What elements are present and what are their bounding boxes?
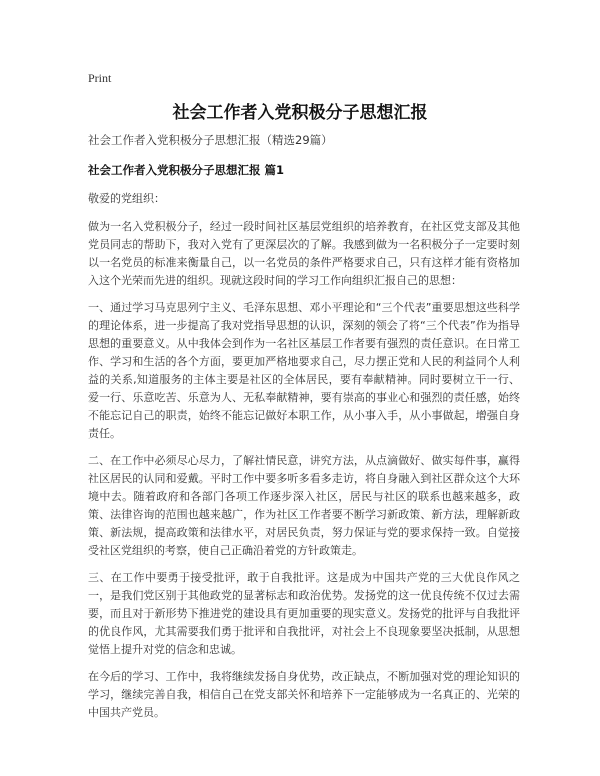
body-paragraph-5: 在今后的学习、工作中，我将继续发扬自身优势，改正缺点，不断加强对党的理论知识的学习，继续完善自我，相信自己在党支部关怀和培养下一定能够成为一名真正的、光荣的中国共产党员。 (88, 670, 520, 719)
greeting-paragraph: 敬爱的党组织： (88, 192, 165, 205)
body-paragraph-2: 一、通过学习马克思列宁主义、毛泽东思想、邓小平理论和“三个代表”重要思想这些科学的理论体系，进一步提高了我对党指导思想的认识，深刻的领会了将“三个代表”作为指导思想的重要意义。从中我体会到作为一名社区基层工作者要有强烈的责任意识。在日常工作、学习和生活的各个方面，要更加严格地要求自己，尽力摆正党和人民的利益同个人利益的关系,知道服务的主体主要是社区的全体居民，要有奉献精神。同时要树立干一行、爱一行、乐意吃苦、乐意为人、无私奉献精神，要有崇高的事业心和强烈的责任感，始终不能忘记自己的职责，始终不能忘记做好本职工作，从小事入手，从小事做起，增强自身责任。 (88, 301, 520, 440)
document-body (88, 190, 520, 731)
page-subtitle: 社会工作者入党积极分子思想汇报（精选29篇） (88, 133, 333, 147)
section-heading: 社会工作者入党积极分子思想汇报 篇1 (88, 163, 285, 177)
print-label: Print (88, 71, 112, 85)
body-paragraph-1: 做为一名入党积极分子，经过一段时间社区基层党组织的培养教育，在社区党支部及其他党员同志的帮助下，我对入党有了更深层次的了解。我感到做为一名积极分子一定要时刻以一名党员的标准来衡量自己，以一名党员的条件严格要求自己，只有这样才能有资格加入这个光荣而先进的组织。现就这段时间的学习工作向组织汇报自己的思想： (88, 220, 520, 287)
page-title: 社会工作者入党积极分子思想汇报 (172, 103, 428, 123)
body-paragraph-3: 二、在工作中必须尽心尽力，了解社情民意，讲究方法，从点滴做好、做实每件事，赢得社区居民的认同和爱戴。平时工作中要多听多看多走访，将自身融入到社区群众这个大环境中去。随着政府和各部门各项工作逐步深入社区，居民与社区的联系也越来越多，政策、法律咨询的范围也越来越广，作为社区工作者要不断学习新政策、新方法，理解新政策、新法规，提高政策和法律水平，对居民负责，努力保证与党的要求保持一致。自觉接受社区党组织的考察，使自己正确沿着党的方针政策走。 (88, 454, 520, 557)
body-paragraph-4: 三、在工作中要勇于接受批评，敢于自我批评。这是成为中国共产党的三大优良作风之一，是我们党区别于其他政党的显著标志和政治优势。发扬党的这一优良传统不仅过去需要，而且对于新形势下推进党的建设具有更加重要的现实意义。发扬党的批评与自我批评的优良作风，尤其需要我们勇于批评和自我批评，对社会上不良现象要坚决抵制，从思想觉悟上提升对党的信念和忠诚。 (88, 571, 520, 656)
